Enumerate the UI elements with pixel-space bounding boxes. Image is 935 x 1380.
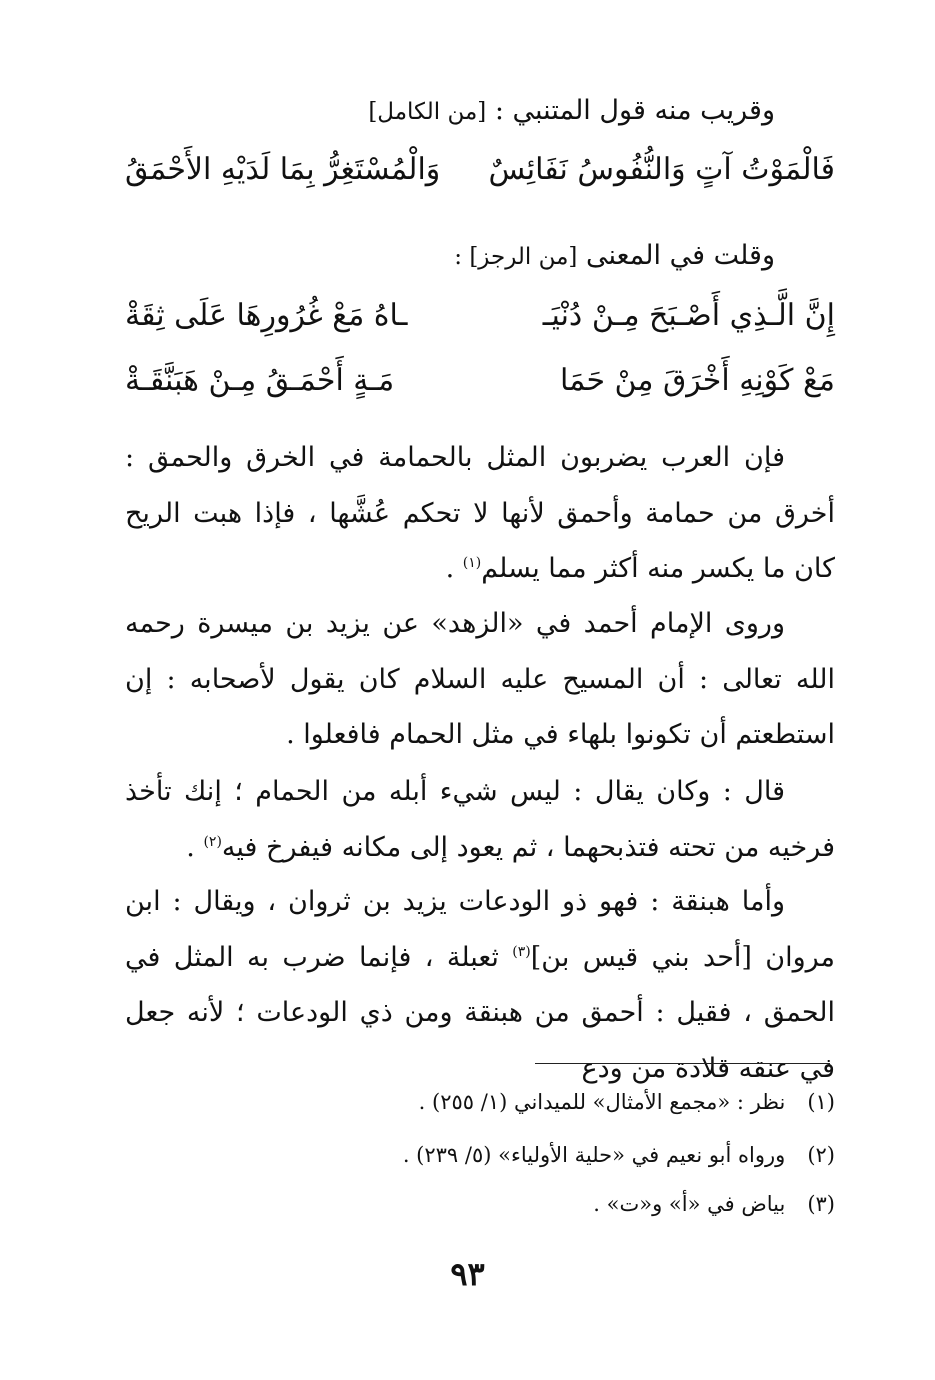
footnote-2: [403, 1143, 835, 1167]
paragraph-3-end: .: [186, 831, 204, 863]
verse-1-first-hemistich: فَالْمَوْتُ آتٍ وَالنُّفُوسُ نَفَائِسٌ: [488, 152, 835, 187]
paragraph-3-text: قال : وكان يقال : ليس شيء أبله من الحمام ؛ إنك تأخذ فرخيه من تحته فتذبحهما ، ثم يعود إلى مكانه فيفرخ فيه: [125, 776, 835, 863]
footnote-ref-1: (١): [462, 555, 482, 571]
footnote-2-number: (٢): [807, 1143, 835, 1167]
intro-text-2: وقلت في المعنى: [577, 240, 775, 271]
paragraph-3: [125, 764, 835, 875]
footnote-1-text: نظر : «مجمع الأمثال» للميداني (١/ ٢٥٥) .: [418, 1090, 786, 1114]
paragraph-2: [125, 596, 835, 763]
verse-3-second-hemistich: مَـةٍ أَحْمَـقُ مِـنْ هَبَنَّقَـةْ: [125, 363, 395, 398]
intro-line-1: [368, 95, 775, 126]
intro-text-1: وقريب منه قول المتنبي :: [486, 95, 775, 126]
verse-1-second-hemistich: وَالْمُسْتَغِرُّ بِمَا لَدَيْهِ الأَحْمَقُ: [125, 152, 441, 187]
paragraph-1: [125, 430, 835, 597]
verse-3-first-hemistich: مَعْ كَوْنِهِ أَخْرَقَ مِنْ حَمَا: [559, 363, 835, 398]
meter-label-2: [من الرجز] :: [454, 244, 578, 270]
paragraph-4-text-b: ثعبلة ، فإنما ضرب به المثل في الحمق ، فقيل : أحمق من هبنقة ومن ذي الودعات ؛ لأنه جعل في عنقه قلادة من ودع: [125, 941, 835, 1084]
footnote-ref-2: (٢): [203, 833, 222, 850]
page-number: ٩٣: [450, 1255, 485, 1293]
paragraph-2-text: وروى الإمام أحمد في «الزهد» عن يزيد بن ميسرة رحمه الله تعالى : أن المسيح عليه السلام كان يقول لأصحابه : إن استطعتم أن تكونوا بلهاء في مثل الحمام فافعلوا .: [125, 608, 835, 750]
footnote-3-number: (٣): [807, 1192, 835, 1216]
paragraph-4-text-a: وأما هبنقة : فهو ذو الودعات يزيد بن ثروان ، ويقال : ابن مروان [أحد بني قيس بن]: [125, 886, 836, 973]
footnote-ref-3: (٣): [512, 943, 531, 960]
paragraph-1-end: .: [445, 553, 463, 584]
verse-2-first-hemistich: إِنَّ الَّـذِي أَصْـبَحَ مِـنْ دُنْيَـ: [542, 298, 835, 333]
paragraph-1-text: فإن العرب يضربون المثل بالحمامة في الخرق والحمق : أخرق من حمامة وأحمق لأنها لا تحكم عُشَّها ، فإذا هبت الريح كان ما يكسر منه أكثر مما يسلم: [125, 442, 835, 584]
footnote-1: [419, 1090, 835, 1114]
verse-2-second-hemistich: ـاهُ مَعْ غُرُورِهَا عَلَى ثِقَةْ: [125, 298, 408, 333]
footnote-3-text: بياض في «أ» و«ت» .: [593, 1192, 786, 1216]
meter-label-1: [من الكامل]: [368, 99, 487, 125]
footnote-2-text: ورواه أبو نعيم في «حلية الأولياء» (٥/ ٢٣٩) .: [402, 1143, 786, 1167]
footnote-1-number: (١): [807, 1090, 835, 1114]
footnote-3: [593, 1192, 835, 1216]
footnote-separator: [535, 1063, 830, 1064]
intro-line-2: [454, 240, 775, 271]
